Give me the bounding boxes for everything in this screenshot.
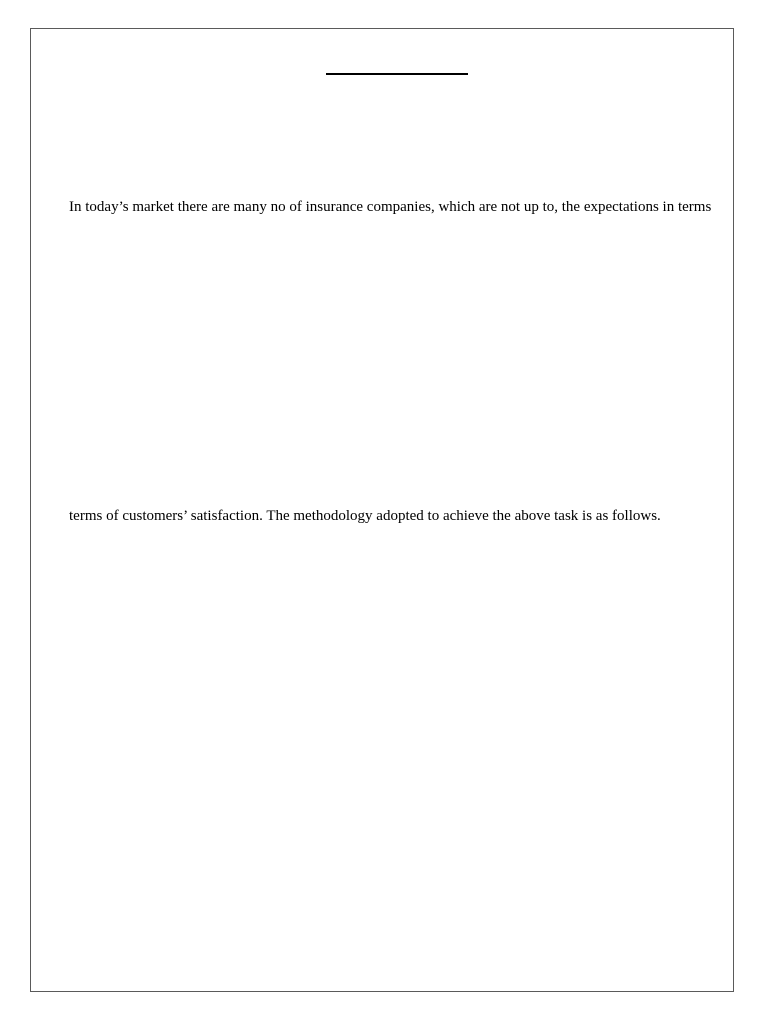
title-underline-rule bbox=[326, 73, 468, 75]
paragraph-line-1: In today’s market there are many no of insurance companies, which are not up to, the expectations in terms bbox=[69, 199, 712, 215]
paragraph-line-2: terms of customers’ satisfaction. The methodology adopted to achieve the above task is as follows. bbox=[69, 508, 661, 524]
